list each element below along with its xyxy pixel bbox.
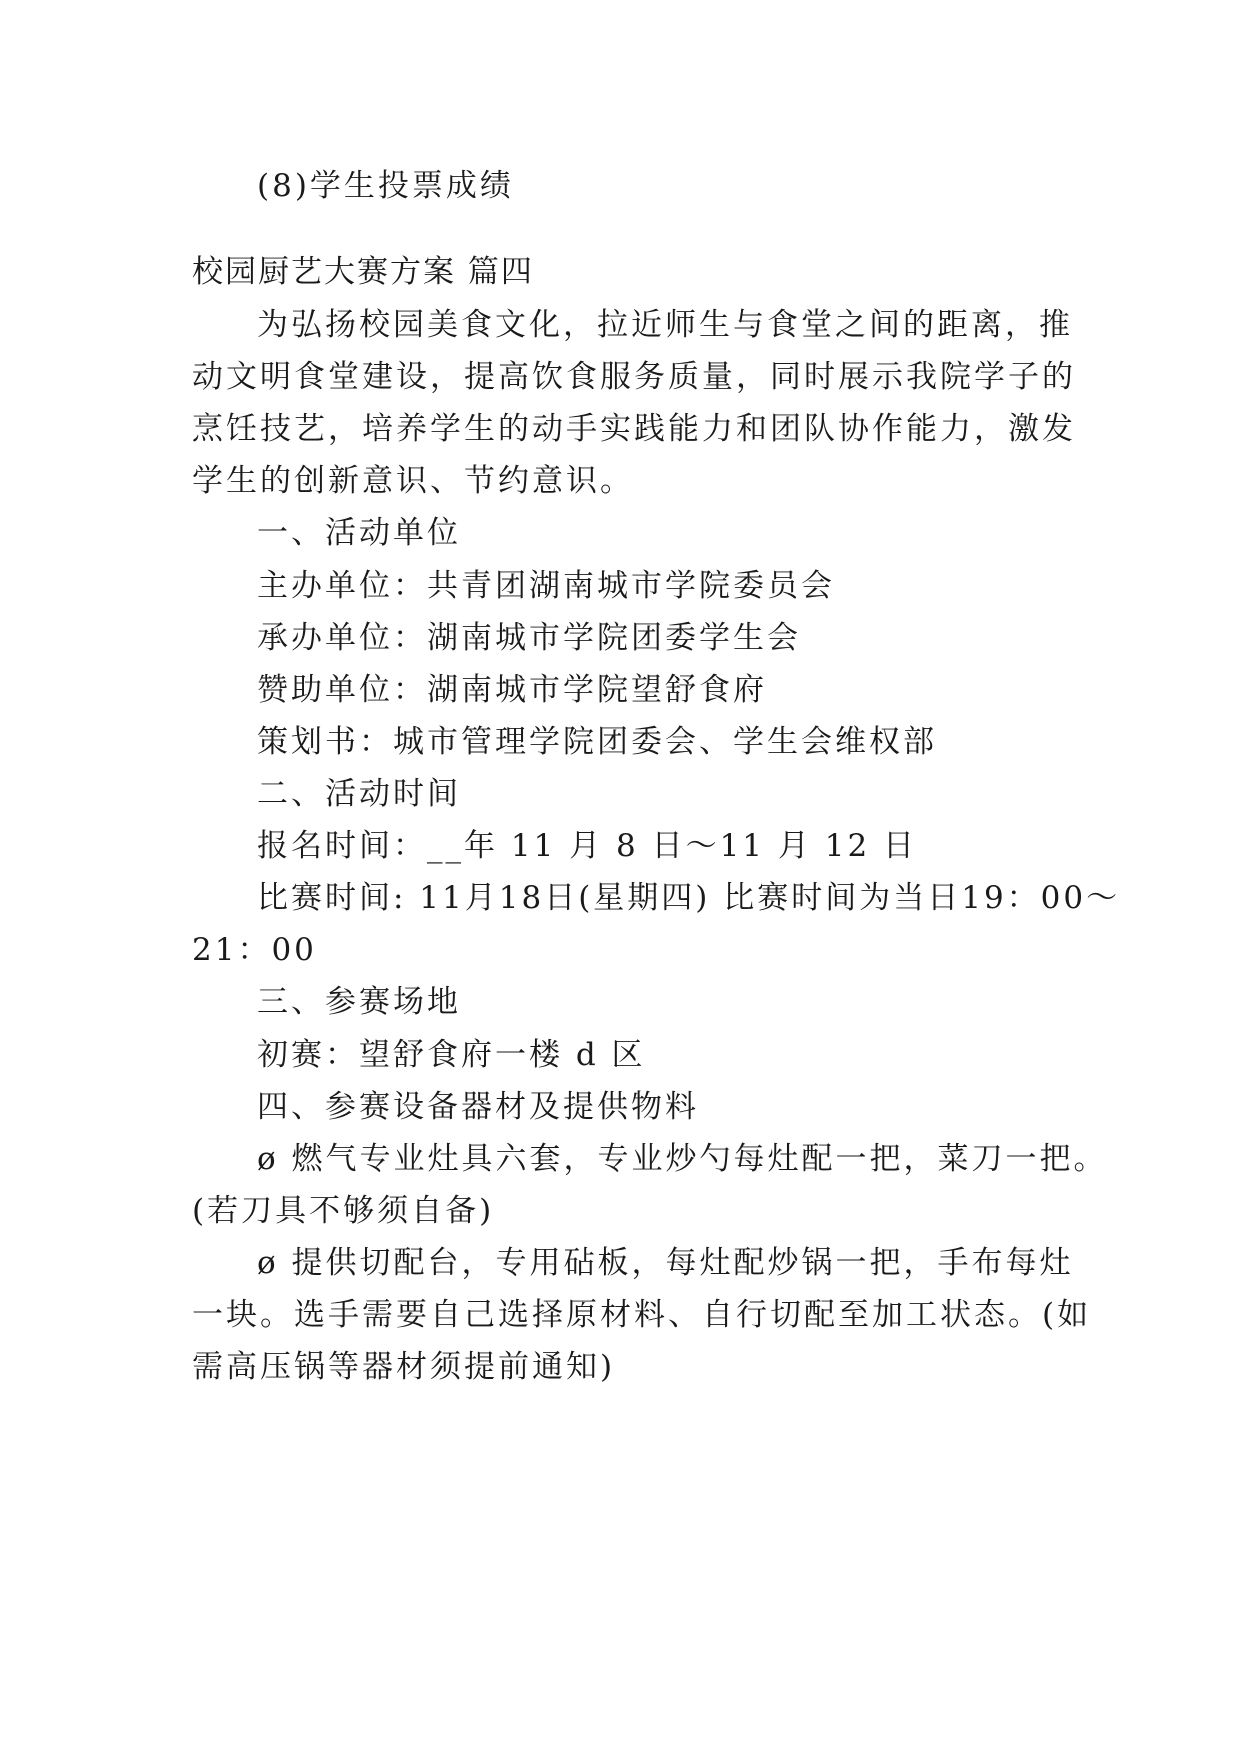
equipment-line-2a: ø 提供切配台，专用砧板，每灶配炒锅一把，手布每灶 bbox=[257, 1245, 1074, 1281]
item-8-line: (8)学生投票成绩 bbox=[257, 168, 514, 204]
intro-line-2: 动文明食堂建设，提高饮食服务质量，同时展示我院学子的 bbox=[192, 359, 1076, 395]
intro-line-4: 学生的创新意识、节约意识。 bbox=[192, 463, 634, 499]
match-time-line-2: 21：00 bbox=[192, 932, 317, 968]
section-4-heading: 四、参赛设备器材及提供物料 bbox=[257, 1089, 699, 1125]
equipment-line-2b: 一块。选手需要自己选择原材料、自行切配至加工状态。(如 bbox=[192, 1297, 1092, 1333]
signup-time-line: 报名时间：__年 11 月 8 日～11 月 12 日 bbox=[257, 828, 918, 864]
equipment-line-1a: ø 燃气专业灶具六套，专业炒勺每灶配一把，菜刀一把。 bbox=[257, 1141, 1108, 1177]
venue-line: 初赛：望舒食府一楼 d 区 bbox=[257, 1037, 646, 1073]
section-2-heading: 二、活动时间 bbox=[257, 776, 461, 812]
intro-line-1: 为弘扬校园美食文化，拉近师生与食堂之间的距离，推 bbox=[257, 307, 1073, 343]
equipment-line-2c: 需高压锅等器材须提前通知) bbox=[192, 1349, 616, 1385]
match-time-line-1: 比赛时间: 11月18日(星期四) 比赛时间为当日19：00～ bbox=[257, 880, 1121, 916]
section-title: 校园厨艺大赛方案 篇四 bbox=[192, 254, 534, 290]
sponsor-line: 赞助单位：湖南城市学院望舒食府 bbox=[257, 672, 767, 708]
section-1-heading: 一、活动单位 bbox=[257, 515, 461, 551]
equipment-line-1b: (若刀具不够须自备) bbox=[192, 1193, 495, 1229]
undertaker-line: 承办单位：湖南城市学院团委学生会 bbox=[257, 620, 801, 656]
organizer-line: 主办单位：共青团湖南城市学院委员会 bbox=[257, 568, 835, 604]
intro-line-3: 烹饪技艺，培养学生的动手实践能力和团队协作能力，激发 bbox=[192, 411, 1076, 447]
planner-line: 策划书：城市管理学院团委会、学生会维权部 bbox=[257, 724, 937, 760]
section-3-heading: 三、参赛场地 bbox=[257, 984, 461, 1020]
